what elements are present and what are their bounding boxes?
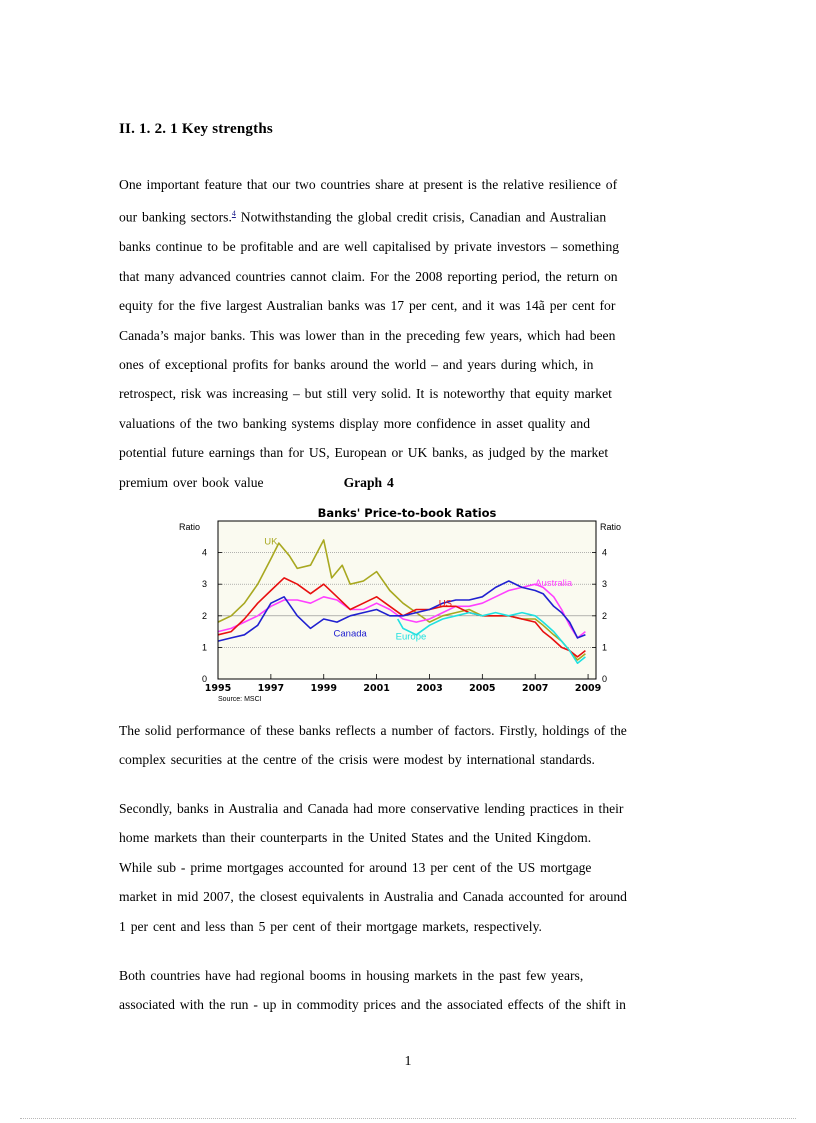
text-line: The solid performance of these banks reflects a number of factors. Firstly, holdings of the xyxy=(119,723,627,738)
x-tick-label: 1997 xyxy=(257,683,285,694)
y-tick-label-left: 1 xyxy=(201,642,207,653)
text-line: equity for the five largest Australian banks was 17 per cent, and it was 14ã per cent for xyxy=(119,298,616,314)
text-line xyxy=(119,199,699,232)
text-line xyxy=(119,468,699,497)
paragraph-performance xyxy=(119,716,699,775)
chart-title: Banks' Price-to-book Ratios xyxy=(317,506,497,520)
graph-label: Graph 4 xyxy=(343,474,394,490)
series-label-europe: Europe xyxy=(395,631,427,643)
page-bottom-divider xyxy=(20,1118,796,1119)
price-to-book-chart xyxy=(175,506,641,706)
y-tick-label-right: 1 xyxy=(602,642,608,653)
y-axis-label-right: Ratio xyxy=(600,522,622,532)
chart-source: Source: MSCI xyxy=(218,696,262,703)
y-tick-label-right: 3 xyxy=(602,579,608,590)
y-tick-label-left: 4 xyxy=(201,547,207,558)
series-label-canada: Canada xyxy=(333,628,367,640)
text-line: ones of exceptional profits for banks around the world – and years during which, in xyxy=(119,356,594,372)
page-number: 1 xyxy=(404,1054,412,1069)
y-tick-label-right: 4 xyxy=(602,547,608,558)
text-line: Canada’s major banks. This was lower than in the preceding few years, which had been xyxy=(119,327,616,343)
text-line: potential future earnings than for US, European or UK banks, as judged by the market xyxy=(119,445,609,461)
text-line: complex securities at the centre of the crisis were modest by international standards. xyxy=(119,752,595,768)
text-line: valuations of the two banking systems display more confidence in asset quality and xyxy=(119,415,591,431)
x-tick-label: 1999 xyxy=(310,683,337,694)
series-label-uk: UK xyxy=(264,536,278,548)
paragraph-housing xyxy=(119,961,699,1020)
text-line: banks continue to be profitable and are well capitalised by private investors – something xyxy=(119,239,620,255)
text-line: that many advanced countries cannot claim. For the 2008 reporting period, the return on xyxy=(119,268,618,284)
section-heading: II. 1. 2. 1 Key strengths xyxy=(119,121,273,137)
x-tick-label: 2009 xyxy=(574,683,602,694)
text-line: Both countries have had regional booms in housing markets in the past few years, xyxy=(119,968,584,983)
x-tick-label: 2005 xyxy=(469,683,496,694)
x-tick-label: 2003 xyxy=(416,683,443,694)
x-tick-label: 2001 xyxy=(363,683,390,694)
text-line: retrospect, risk was increasing – but still very solid. It is noteworthy that equity market xyxy=(119,386,612,402)
text-segment: premium over book value xyxy=(119,474,264,490)
series-label-us: US xyxy=(438,598,452,610)
y-tick-label-left: 2 xyxy=(201,610,207,621)
y-tick-label-left: 3 xyxy=(201,579,207,590)
paragraph-lending xyxy=(119,794,699,941)
y-axis-label-left: Ratio xyxy=(179,522,201,532)
text-line: home markets than their counterparts in the United States and the United Kingdom. xyxy=(119,830,592,846)
text-segment: Notwithstanding the global credit crisis, Canadian and Australian xyxy=(235,209,607,225)
series-label-australia: Australia xyxy=(535,577,573,589)
x-tick-label: 1995 xyxy=(204,683,232,694)
footnote-ref-link[interactable]: 4 xyxy=(231,209,236,219)
text-line: Secondly, banks in Australia and Canada had more conservative lending practices in their xyxy=(119,801,624,816)
text-line: associated with the run - up in commodity prices and the associated effects of the shift in xyxy=(119,997,626,1013)
text-line: While sub - prime mortgages accounted for around 13 per cent of the US mortgage xyxy=(119,859,592,875)
x-tick-label: 2007 xyxy=(521,683,549,694)
text-line: market in mid 2007, the closest equivalents in Australia and Canada accounted for around xyxy=(119,889,627,905)
text-segment: our banking sectors. xyxy=(119,209,232,225)
text-line: One important feature that our two countries share at present is the relative resilience of xyxy=(119,177,618,192)
paragraph-resilience xyxy=(119,170,699,497)
y-tick-label-right: 0 xyxy=(602,674,608,684)
y-tick-label-right: 2 xyxy=(602,610,608,621)
text-line: 1 per cent and less than 5 per cent of their mortgage markets, respectively. xyxy=(119,918,542,934)
y-tick-label-left: 0 xyxy=(201,674,207,684)
